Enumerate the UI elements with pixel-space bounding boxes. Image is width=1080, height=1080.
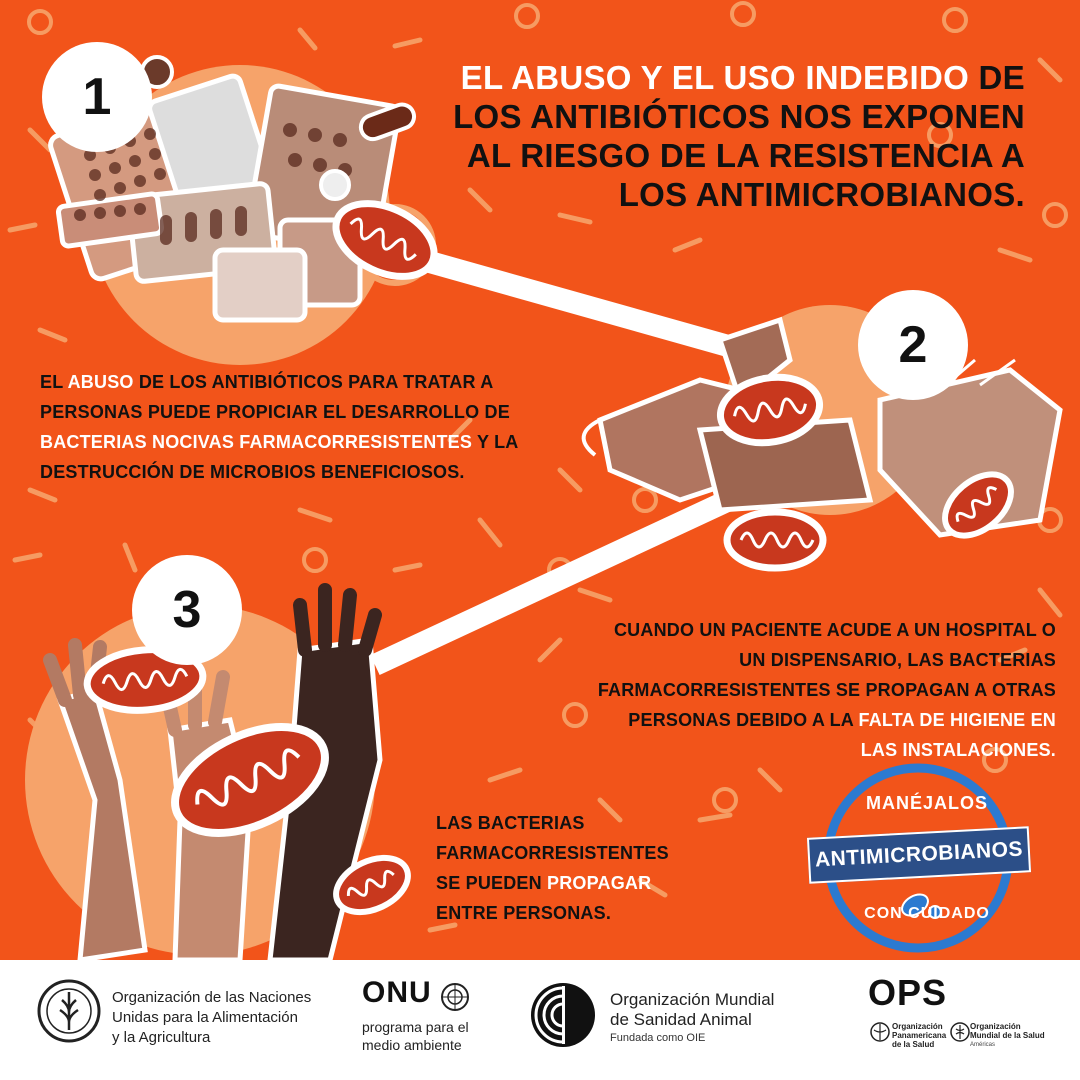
text1-part2: DE LOS ANTIBIÓTICOS PARA TRATAR A PERSONAS PUEDE PROPICIAR EL DESARROLLO DE — [40, 372, 510, 422]
onu-line-2: medio ambiente — [362, 1037, 462, 1053]
text3-part1: LAS BACTERIAS FARMACORRESISTENTES SE PUEDEN — [436, 813, 669, 893]
step-number-3: 3 — [132, 555, 242, 665]
oie-line-2: de Sanidad Animal — [610, 1010, 752, 1029]
text3-part2: ENTRE PERSONAS. — [436, 903, 612, 923]
text2-part1: CUANDO UN PACIENTE ACUDE A UN HOSPITAL O UN DISPENSARIO, LAS BACTERIAS FARMACORRESISTENTES SE PROPAGAN A OTRAS PERSONAS DEBIDO A LA — [597, 620, 1056, 730]
who-emblem-icon — [950, 1022, 970, 1042]
paho-name — [892, 1022, 946, 1049]
badge-top-text: MANÉJALOS — [865, 793, 988, 813]
badge-bottom-text: CON CUIDADO — [864, 905, 990, 922]
paho-line-1: Organización — [892, 1022, 943, 1031]
step1-text — [40, 367, 540, 487]
un-emblem-icon — [440, 982, 470, 1012]
text3-highlight1: PROPAGAR — [547, 873, 652, 893]
ops-wordmark: OPS — [868, 972, 948, 1013]
fao-logo-icon — [36, 978, 102, 1044]
fao-name — [112, 988, 311, 1048]
who-region: Américas — [970, 1042, 996, 1048]
text1-part3: Y LA DESTRUCCIÓN DE MICROBIOS BENEFICIOSOS. — [40, 432, 518, 482]
onu-line-1: programa para el — [362, 1019, 469, 1035]
oie-subtitle: Fundada como OIE — [610, 1032, 706, 1044]
bacteria-icon — [727, 512, 823, 568]
text1-part1: EL — [40, 372, 68, 392]
page-title — [405, 58, 1025, 214]
step3-text — [436, 808, 696, 928]
paho-line-3: de la Salud — [892, 1040, 935, 1049]
onu-wordmark: ONU — [362, 976, 432, 1009]
badge-main-label: ANTIMICROBIANOS — [807, 826, 1031, 884]
step-number-2: 2 — [858, 290, 968, 400]
fao-line-1: Organización de las Naciones — [112, 989, 312, 1006]
title-highlight: EL ABUSO Y EL USO INDEBIDO — [460, 59, 970, 96]
paho-line-2: Panamericana — [892, 1031, 947, 1040]
text2-highlight1: FALTA DE HIGIENE EN LAS INSTALACIONES. — [858, 710, 1056, 760]
oie-logo-icon — [528, 980, 598, 1050]
oie-name — [610, 990, 774, 1030]
oie-line-1: Organización Mundial — [610, 990, 775, 1009]
text1-highlight1: ABUSO — [67, 372, 134, 392]
text1-highlight2: BACTERIAS NOCIVAS FARMACORRESISTENTES — [40, 432, 473, 452]
who-line-1: Organización — [970, 1022, 1021, 1031]
fao-line-2: Unidas para la Alimentación — [112, 1009, 298, 1026]
onu-subtitle — [362, 1018, 469, 1054]
step2-text — [596, 615, 1056, 765]
title-rest: DE LOS ANTIBIÓTICOS NOS EXPONEN AL RIESGO DE LA RESISTENCIA A LOS ANTIMICROBIANOS. — [453, 59, 1025, 213]
fao-line-3: y la Agricultura — [112, 1029, 211, 1046]
footer-logos — [0, 960, 1080, 1080]
paho-emblem-icon — [870, 1022, 890, 1042]
step-number-1: 1 — [42, 42, 152, 152]
who-line-2: Mundial de la Salud — [970, 1031, 1045, 1040]
who-name — [970, 1022, 1045, 1040]
